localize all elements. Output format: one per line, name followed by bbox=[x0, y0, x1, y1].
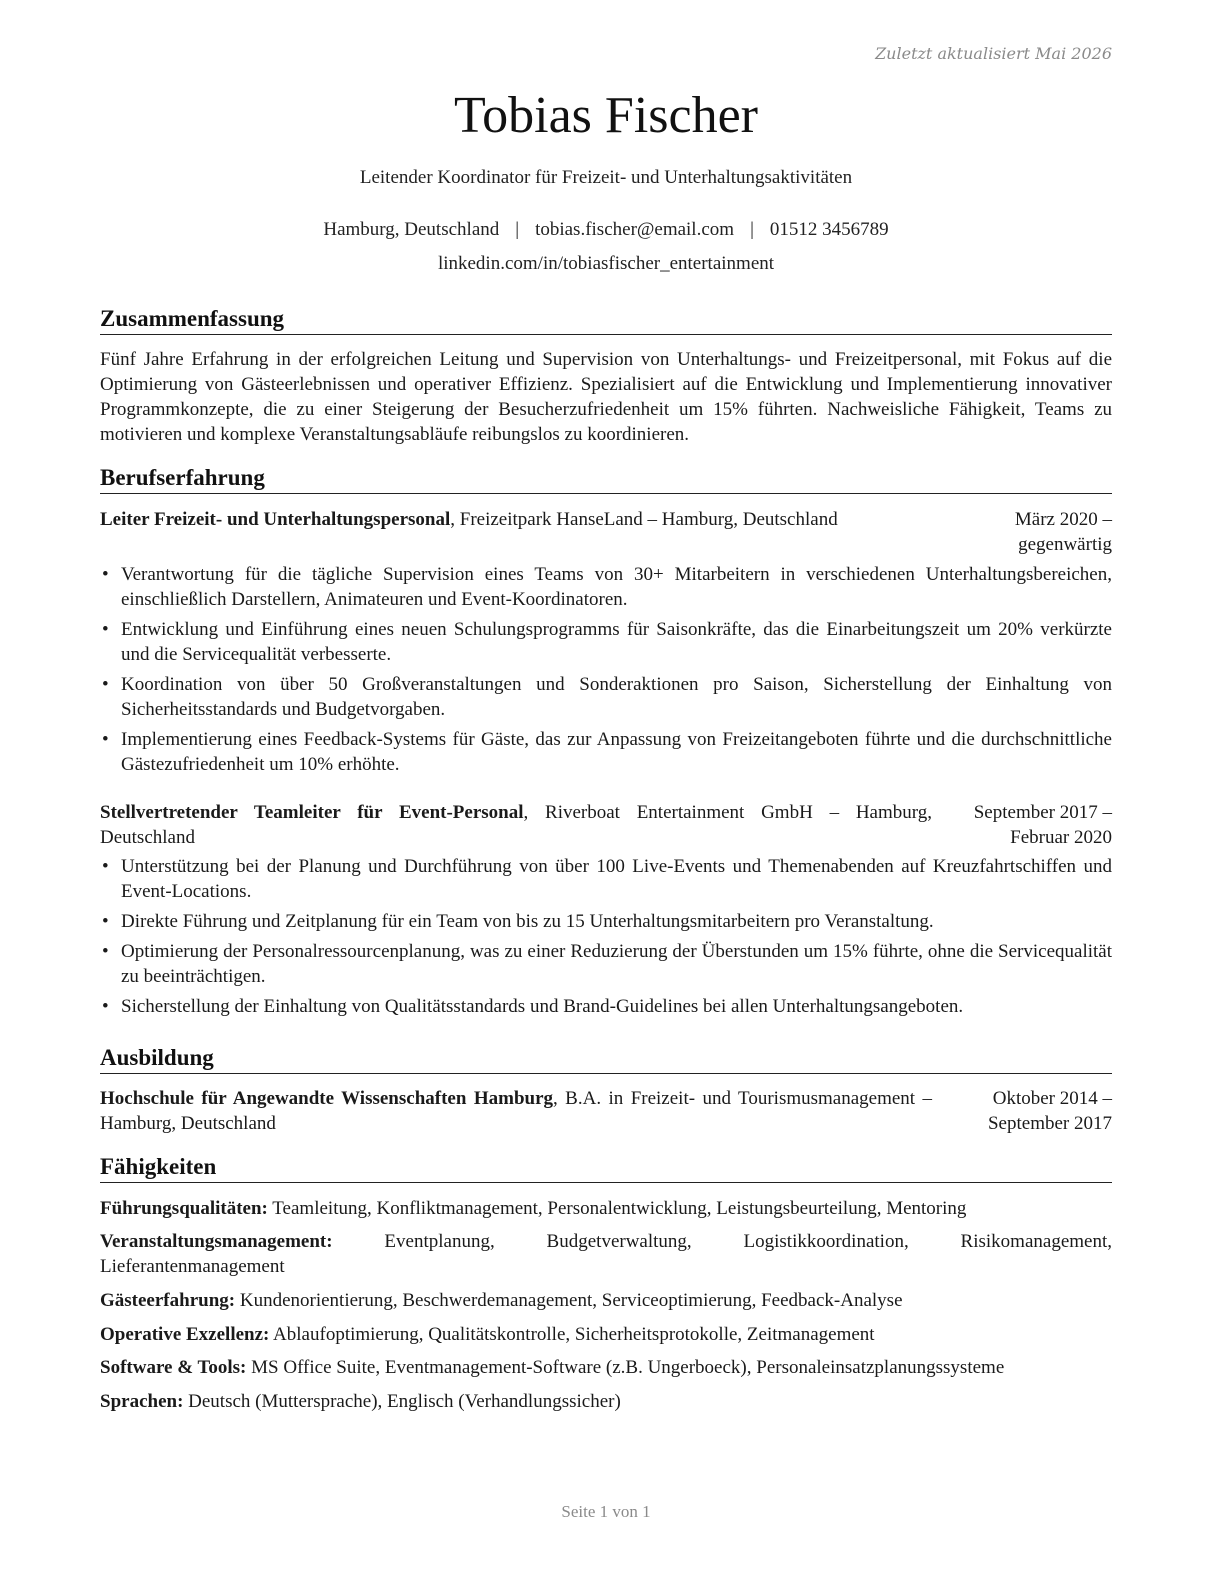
bullet-text: Verantwortung für die tägliche Supervision eines Teams von 30+ Mitarbeitern in verschiedenen Unterhaltungsbereichen, einschließlich Darstellern, Animateuren und Event-Koordinatoren. bbox=[121, 564, 1112, 610]
section-heading-experience: Berufserfahrung bbox=[100, 464, 1112, 494]
contact-line bbox=[100, 219, 1112, 241]
skill-text: Teamleitung, Konfliktmanagement, Personalentwicklung, Leistungsbeurteilung, Mentoring bbox=[267, 1198, 967, 1219]
contact-linkedin[interactable]: linkedin.com/in/tobiasfischer_entertainment bbox=[437, 253, 775, 274]
job-dates: März 2020 – gegenwärtig bbox=[1014, 509, 1112, 555]
skill-row bbox=[100, 1229, 1112, 1279]
bullet-text: Direkte Führung und Zeitplanung für ein Team von bis zu 15 Unterhaltungsmitarbeitern pro Veranstaltung. bbox=[121, 911, 934, 932]
section-heading-skills: Fähigkeiten bbox=[100, 1153, 1112, 1183]
skill-label: Führungsqualitäten: bbox=[100, 1198, 268, 1219]
bullet-icon: • bbox=[102, 996, 109, 1017]
skill-text: Ablaufoptimierung, Qualitätskontrolle, Sicherheitsprotokolle, Zeitmanagement bbox=[269, 1324, 875, 1345]
job-title: Leiter Freizeit- und Unterhaltungspersonal bbox=[100, 509, 451, 530]
last-updated-note: Zuletzt aktualisiert Mai 2026 bbox=[875, 44, 1112, 63]
list-item bbox=[100, 727, 1112, 777]
bullet-icon: • bbox=[102, 729, 109, 750]
skill-label: Software & Tools: bbox=[100, 1357, 247, 1378]
bullet-icon: • bbox=[102, 619, 109, 640]
list-item bbox=[100, 617, 1112, 667]
section-heading-education: Ausbildung bbox=[100, 1044, 1112, 1074]
job-company: , Freizeitpark HanseLand – Hamburg, Deutschland bbox=[450, 509, 838, 530]
page-number: Seite 1 von 1 bbox=[561, 1502, 651, 1521]
bullet-icon: • bbox=[102, 674, 109, 695]
job-dates: September 2017 – Februar 2020 bbox=[973, 802, 1112, 848]
skill-label: Veranstaltungsmanagement: bbox=[100, 1231, 333, 1252]
skill-label: Gästeerfahrung: bbox=[100, 1290, 236, 1311]
education-degree: , B.A. in Freizeit- und Tourismusmanagement – Hamburg, Deutschland bbox=[100, 1088, 932, 1134]
resume-page bbox=[100, 0, 1112, 1584]
list-item bbox=[100, 994, 1112, 1019]
summary-text: Fünf Jahre Erfahrung in der erfolgreichen Leitung und Supervision von Unterhaltungs- und Freizeitpersonal, mit Fokus auf die Optimierung von Gästeerlebnissen und operativer Effizienz. Spezialisiert auf die Entwicklung und Implementierung innovativer Programmkonzepte, die zu einer Steigerung der Besucherzufriedenheit um 15% führten. Nachweisliche Fähigkeit, Teams zu motivieren und komplexe Veranstaltungsabläufe reibungslos zu koordinieren. bbox=[100, 349, 1112, 445]
bullet-icon: • bbox=[102, 564, 109, 585]
bullet-text: Unterstützung bei der Planung und Durchführung von über 100 Live-Events und Themenabenden auf Kreuzfahrtschiffen und Event-Locations. bbox=[121, 856, 1112, 902]
skill-text: Deutsch (Muttersprache), Englisch (Verhandlungssicher) bbox=[183, 1391, 621, 1412]
bullet-icon: • bbox=[102, 911, 109, 932]
job-company: , Riverboat Entertainment GmbH – Hamburg, Deutschland bbox=[100, 802, 932, 848]
candidate-title: Leitender Koordinator für Freizeit- und Unterhaltungsaktivitäten bbox=[359, 167, 853, 188]
skill-label: Sprachen: bbox=[100, 1391, 184, 1412]
job-title: Stellvertretender Teamleiter für Event-Personal bbox=[100, 802, 524, 823]
list-item bbox=[100, 939, 1112, 989]
bullet-text: Implementierung eines Feedback-Systems für Gäste, das zur Anpassung von Freizeitangeboten führte und die durchschnittliche Gästezufriedenheit um 10% erhöhte. bbox=[121, 729, 1112, 775]
education-school: Hochschule für Angewandte Wissenschaften Hamburg bbox=[100, 1088, 554, 1109]
contact-email[interactable]: tobias.fischer@email.com bbox=[535, 219, 735, 240]
education-entry bbox=[100, 1086, 1112, 1136]
skill-row bbox=[100, 1389, 1112, 1414]
bullet-text: Optimierung der Personalressourcenplanung, was zu einer Reduzierung der Überstunden um 15% führte, ohne die Servicequalität zu beeinträchtigen. bbox=[121, 941, 1112, 987]
list-item bbox=[100, 562, 1112, 612]
bullet-text: Koordination von über 50 Großveranstaltungen und Sonderaktionen pro Saison, Sicherstellung der Einhaltung von Sicherheitsstandards und Budgetvorgaben. bbox=[121, 674, 1112, 720]
education-dates: Oktober 2014 – September 2017 bbox=[987, 1088, 1112, 1134]
list-item bbox=[100, 854, 1112, 904]
candidate-name: Tobias Fischer bbox=[454, 87, 758, 144]
contact-separator: | bbox=[750, 219, 754, 240]
skill-text: MS Office Suite, Eventmanagement-Software (z.B. Ungerboeck), Personaleinsatzplanungssysteme bbox=[246, 1357, 1005, 1378]
skill-row bbox=[100, 1322, 1112, 1347]
job-bullet-list bbox=[100, 562, 1112, 782]
section-heading-summary: Zusammenfassung bbox=[100, 305, 1112, 335]
skill-row bbox=[100, 1196, 1112, 1221]
contact-separator: | bbox=[515, 219, 520, 240]
job-header bbox=[100, 507, 1112, 555]
contact-phone: 01512 3456789 bbox=[769, 219, 889, 240]
list-item bbox=[100, 672, 1112, 722]
skill-row bbox=[100, 1288, 1112, 1313]
skill-row bbox=[100, 1355, 1112, 1380]
list-item bbox=[100, 909, 1112, 934]
skill-label: Operative Exzellenz: bbox=[100, 1324, 270, 1345]
contact-location: Hamburg, Deutschland bbox=[323, 219, 500, 240]
bullet-text: Entwicklung und Einführung eines neuen Schulungsprogramms für Saisonkräfte, das die Einarbeitungszeit um 20% verkürzte und die Servicequalität verbesserte. bbox=[121, 619, 1112, 665]
bullet-text: Sicherstellung der Einhaltung von Qualitätsstandards und Brand-Guidelines bei allen Unterhaltungsangeboten. bbox=[121, 996, 964, 1017]
job-header bbox=[100, 800, 1112, 850]
skill-text: Eventplanung, Budgetverwaltung, Logistikkoordination, Risikomanagement, Lieferantenmanagement bbox=[100, 1231, 1112, 1277]
bullet-icon: • bbox=[102, 941, 109, 962]
job-bullet-list bbox=[100, 854, 1112, 1024]
bullet-icon: • bbox=[102, 856, 109, 877]
skill-text: Kundenorientierung, Beschwerdemanagement, Serviceoptimierung, Feedback-Analyse bbox=[235, 1290, 903, 1311]
